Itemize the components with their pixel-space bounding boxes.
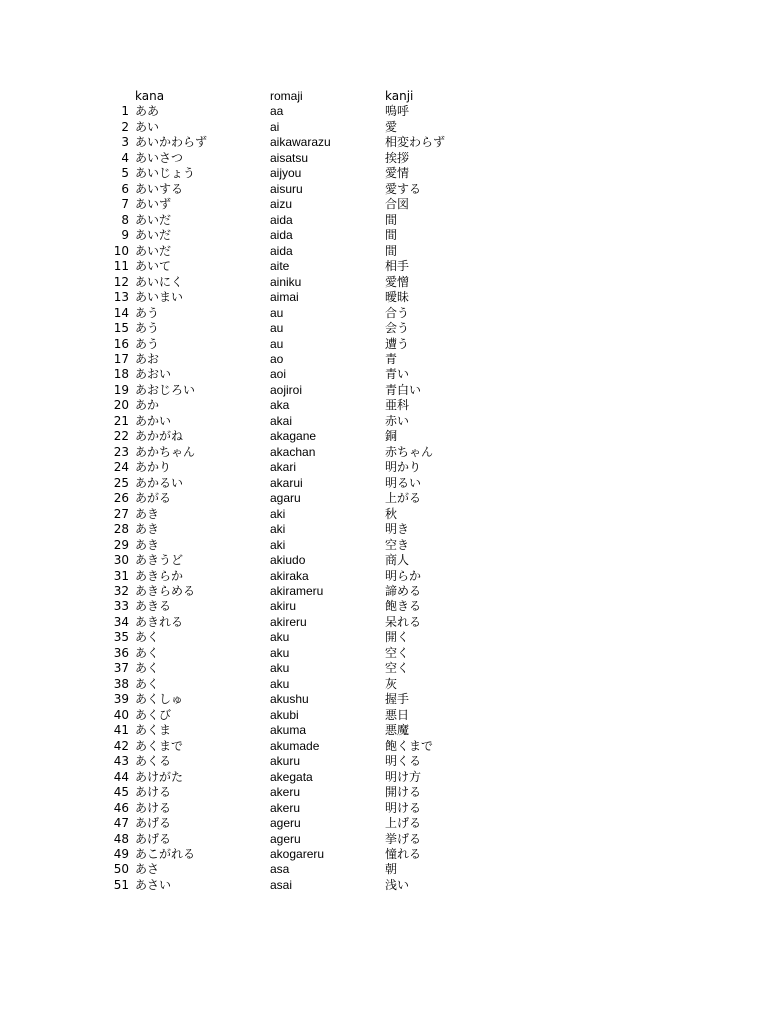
romaji-cell: akumade bbox=[270, 738, 320, 753]
kana-cell: あける bbox=[135, 785, 172, 800]
romaji-cell: akirameru bbox=[270, 584, 324, 598]
romaji-cell: ageru bbox=[270, 831, 301, 846]
kana-cell: あくる bbox=[135, 754, 172, 769]
kana-cell: あきれる bbox=[135, 614, 184, 629]
romaji-cell: aku bbox=[270, 630, 290, 645]
romaji-cell: aa bbox=[270, 104, 284, 119]
table-row bbox=[0, 615, 768, 630]
table-row bbox=[0, 584, 768, 599]
table-row bbox=[0, 599, 768, 614]
kana-cell: あくび bbox=[135, 707, 172, 722]
kanji-cell: 空く bbox=[385, 661, 410, 676]
kanji-cell: 青い bbox=[385, 367, 410, 382]
romaji-cell: akogareru bbox=[270, 846, 325, 861]
row-number: 39 bbox=[113, 692, 129, 707]
romaji-cell: akari bbox=[270, 460, 297, 475]
row-number: 22 bbox=[113, 429, 129, 444]
kanji-cell: 会う bbox=[385, 321, 410, 336]
row-number: 19 bbox=[113, 382, 129, 397]
table-body bbox=[0, 104, 768, 893]
kana-cell: あける bbox=[135, 800, 172, 815]
romaji-cell: aki bbox=[270, 506, 286, 521]
kana-cell: あいする bbox=[135, 181, 184, 196]
table-row bbox=[0, 832, 768, 847]
row-number: 13 bbox=[113, 290, 129, 305]
row-number: 3 bbox=[121, 135, 129, 150]
kana-cell: あお bbox=[135, 351, 160, 366]
kana-cell: あきらめる bbox=[135, 584, 196, 598]
romaji-cell: aku bbox=[270, 645, 290, 660]
row-number: 47 bbox=[113, 816, 129, 831]
kanji-cell: 曖昧 bbox=[385, 290, 410, 305]
row-number: 20 bbox=[113, 398, 129, 413]
row-number: 46 bbox=[113, 800, 129, 815]
romaji-cell: au bbox=[270, 305, 284, 320]
kana-cell: あがる bbox=[135, 491, 172, 506]
row-number: 18 bbox=[113, 367, 129, 382]
row-number: 2 bbox=[121, 119, 129, 134]
row-number: 8 bbox=[121, 212, 129, 227]
romaji-cell: ainiku bbox=[270, 274, 302, 289]
table-row bbox=[0, 785, 768, 800]
table-row bbox=[0, 228, 768, 243]
table-row bbox=[0, 460, 768, 475]
table-row bbox=[0, 491, 768, 506]
kana-cell: あくま bbox=[135, 723, 172, 738]
table-row bbox=[0, 847, 768, 862]
kana-cell: あかがね bbox=[135, 429, 184, 444]
romaji-cell: aku bbox=[270, 661, 290, 676]
table-row bbox=[0, 383, 768, 398]
kanji-cell: 諦める bbox=[385, 584, 422, 598]
row-number: 27 bbox=[113, 506, 129, 521]
table-row bbox=[0, 708, 768, 723]
kana-cell: あいじょう bbox=[135, 166, 196, 181]
kana-cell: あかちゃん bbox=[135, 444, 196, 459]
kana-cell: あき bbox=[135, 537, 160, 552]
romaji-cell: aida bbox=[270, 228, 293, 243]
kana-cell: あきる bbox=[135, 599, 172, 614]
kanji-cell: 灰 bbox=[385, 676, 398, 691]
table-row bbox=[0, 661, 768, 676]
kanji-cell: 悪魔 bbox=[385, 723, 410, 738]
table-row bbox=[0, 166, 768, 181]
kana-cell: あおじろい bbox=[135, 382, 196, 397]
romaji-cell: agaru bbox=[270, 491, 301, 506]
kanji-cell: 飽くまで bbox=[385, 738, 434, 753]
row-number: 33 bbox=[113, 599, 129, 614]
kana-cell: あき bbox=[135, 522, 160, 537]
row-number: 4 bbox=[121, 150, 129, 165]
row-number: 28 bbox=[113, 522, 129, 537]
kanji-cell: 開ける bbox=[385, 785, 422, 800]
row-number: 9 bbox=[121, 228, 129, 243]
row-number: 40 bbox=[113, 707, 129, 722]
row-number: 38 bbox=[113, 676, 129, 691]
kana-cell: あいず bbox=[135, 197, 172, 212]
romaji-column-header: romaji bbox=[270, 89, 303, 103]
romaji-cell: akuma bbox=[270, 723, 307, 738]
kana-cell: あう bbox=[135, 321, 160, 336]
row-number: 32 bbox=[113, 584, 129, 598]
table-row bbox=[0, 367, 768, 382]
kana-cell: あいまい bbox=[135, 290, 184, 305]
row-number: 14 bbox=[113, 305, 129, 320]
kanji-cell: 亜科 bbox=[385, 398, 410, 413]
table-row bbox=[0, 259, 768, 274]
row-number: 48 bbox=[113, 831, 129, 846]
romaji-cell: aki bbox=[270, 537, 286, 552]
kana-cell: あこがれる bbox=[135, 846, 196, 861]
kana-cell: あさ bbox=[135, 862, 160, 877]
row-number: 7 bbox=[121, 197, 129, 212]
kanji-cell: 空く bbox=[385, 645, 410, 660]
kanji-cell: 憧れる bbox=[385, 846, 422, 861]
kanji-cell: 相手 bbox=[385, 259, 410, 274]
table-row bbox=[0, 120, 768, 135]
romaji-cell: aku bbox=[270, 676, 290, 691]
romaji-cell: aisatsu bbox=[270, 150, 309, 165]
romaji-cell: ageru bbox=[270, 816, 301, 831]
vocabulary-table bbox=[0, 89, 768, 893]
kanji-cell: 間 bbox=[385, 212, 398, 227]
kanji-cell: 合う bbox=[385, 305, 410, 320]
row-number: 49 bbox=[113, 846, 129, 861]
kana-cell: あいだ bbox=[135, 243, 172, 258]
row-number: 50 bbox=[113, 862, 129, 877]
row-number: 26 bbox=[113, 491, 129, 506]
romaji-cell: aizu bbox=[270, 197, 293, 212]
romaji-cell: akubi bbox=[270, 707, 299, 722]
table-row bbox=[0, 677, 768, 692]
kanji-cell: 銅 bbox=[385, 429, 398, 444]
kanji-cell: 明くる bbox=[385, 754, 422, 769]
kanji-cell: 合図 bbox=[385, 197, 410, 212]
table-row bbox=[0, 352, 768, 367]
row-number: 43 bbox=[113, 754, 129, 769]
kanji-cell: 相変わらず bbox=[385, 135, 446, 150]
romaji-cell: akachan bbox=[270, 444, 316, 459]
romaji-cell: aida bbox=[270, 212, 293, 227]
table-row bbox=[0, 197, 768, 212]
table-row bbox=[0, 337, 768, 352]
romaji-cell: aka bbox=[270, 398, 290, 413]
kanji-cell: 愛する bbox=[385, 181, 422, 196]
kanji-cell: 赤ちゃん bbox=[385, 444, 434, 459]
kanji-cell: 愛 bbox=[385, 119, 398, 134]
row-number: 31 bbox=[113, 568, 129, 583]
kana-cell: あげる bbox=[135, 831, 172, 846]
row-number: 24 bbox=[113, 460, 129, 475]
row-number: 16 bbox=[113, 336, 129, 351]
table-row bbox=[0, 538, 768, 553]
row-number: 51 bbox=[113, 877, 129, 892]
kana-cell: あきうど bbox=[135, 553, 184, 568]
table-row bbox=[0, 414, 768, 429]
row-number: 36 bbox=[113, 645, 129, 660]
row-number: 44 bbox=[113, 769, 129, 784]
row-number: 35 bbox=[113, 630, 129, 645]
kanji-cell: 明き bbox=[385, 522, 410, 537]
row-number: 15 bbox=[113, 321, 129, 336]
table-row bbox=[0, 522, 768, 537]
kana-cell: あいさつ bbox=[135, 150, 184, 165]
kana-cell: あう bbox=[135, 336, 160, 351]
kana-cell: あかい bbox=[135, 413, 172, 428]
romaji-cell: aida bbox=[270, 243, 293, 258]
row-number: 5 bbox=[121, 166, 129, 181]
romaji-cell: aoi bbox=[270, 367, 287, 382]
kana-cell: あけがた bbox=[135, 769, 184, 784]
kanji-cell: 握手 bbox=[385, 692, 410, 707]
kanji-cell: 赤い bbox=[385, 413, 410, 428]
table-row bbox=[0, 862, 768, 877]
table-row bbox=[0, 306, 768, 321]
row-number: 1 bbox=[121, 104, 129, 119]
kanji-cell: 開く bbox=[385, 630, 410, 645]
kana-cell: あく bbox=[135, 630, 160, 645]
row-number: 21 bbox=[113, 413, 129, 428]
romaji-cell: aikawarazu bbox=[270, 135, 331, 150]
table-row bbox=[0, 104, 768, 119]
romaji-cell: ao bbox=[270, 351, 284, 366]
kana-cell: あく bbox=[135, 661, 160, 676]
kanji-cell: 明らか bbox=[385, 568, 422, 583]
romaji-cell: akeru bbox=[270, 800, 301, 815]
kanji-cell: 浅い bbox=[385, 877, 410, 892]
row-number: 34 bbox=[113, 614, 129, 629]
table-row bbox=[0, 135, 768, 150]
kana-cell: あいだ bbox=[135, 228, 172, 243]
kanji-cell: 上げる bbox=[385, 816, 422, 831]
kanji-cell: 飽きる bbox=[385, 599, 422, 614]
table-row bbox=[0, 630, 768, 645]
table-row bbox=[0, 816, 768, 831]
row-number: 29 bbox=[113, 537, 129, 552]
kana-cell: あく bbox=[135, 645, 160, 660]
kanji-cell: 上がる bbox=[385, 491, 422, 506]
romaji-cell: aisuru bbox=[270, 181, 303, 196]
table-row bbox=[0, 275, 768, 290]
kanji-cell: 明るい bbox=[385, 475, 422, 490]
kanji-cell: 青 bbox=[385, 351, 398, 366]
romaji-cell: akuru bbox=[270, 754, 301, 769]
kanji-cell: 悪日 bbox=[385, 707, 410, 722]
kanji-cell: 愛憎 bbox=[385, 274, 410, 289]
table-row bbox=[0, 507, 768, 522]
romaji-cell: aimai bbox=[270, 290, 299, 305]
table-row bbox=[0, 646, 768, 661]
row-number: 11 bbox=[113, 259, 129, 274]
kana-cell: あい bbox=[135, 119, 160, 134]
romaji-cell: akushu bbox=[270, 692, 309, 707]
kana-cell: あかり bbox=[135, 460, 172, 475]
row-number: 45 bbox=[113, 785, 129, 800]
table-row bbox=[0, 801, 768, 816]
kanji-cell: 間 bbox=[385, 243, 398, 258]
row-number: 23 bbox=[113, 444, 129, 459]
table-row bbox=[0, 878, 768, 893]
table-row bbox=[0, 244, 768, 259]
kanji-cell: 朝 bbox=[385, 862, 398, 877]
romaji-cell: akiudo bbox=[270, 553, 306, 568]
romaji-cell: akai bbox=[270, 413, 293, 428]
table-row bbox=[0, 429, 768, 444]
table-row bbox=[0, 445, 768, 460]
row-number: 12 bbox=[113, 274, 129, 289]
kanji-cell: 挙げる bbox=[385, 831, 422, 846]
kanji-column-header: kanji bbox=[385, 89, 414, 103]
row-number: 25 bbox=[113, 475, 129, 490]
table-row bbox=[0, 553, 768, 568]
romaji-cell: asa bbox=[270, 862, 290, 877]
kana-cell: あき bbox=[135, 506, 160, 521]
kana-cell: あきらか bbox=[135, 568, 184, 583]
romaji-cell: akiru bbox=[270, 599, 297, 614]
romaji-cell: akegata bbox=[270, 769, 313, 784]
kana-cell: あげる bbox=[135, 816, 172, 831]
row-number: 37 bbox=[113, 661, 129, 676]
romaji-cell: au bbox=[270, 321, 284, 336]
romaji-cell: akireru bbox=[270, 614, 307, 629]
kana-cell: あいだ bbox=[135, 212, 172, 227]
romaji-cell: ai bbox=[270, 119, 280, 134]
kanji-cell: 明け方 bbox=[385, 769, 422, 784]
table-row bbox=[0, 569, 768, 584]
table-row bbox=[0, 723, 768, 738]
kanji-cell: 空き bbox=[385, 537, 410, 552]
row-number: 17 bbox=[113, 351, 129, 366]
table-row bbox=[0, 182, 768, 197]
romaji-cell: akagane bbox=[270, 429, 317, 444]
romaji-cell: akiraka bbox=[270, 568, 309, 583]
kanji-cell: 挨拶 bbox=[385, 150, 410, 165]
kanji-cell: 青白い bbox=[385, 382, 422, 397]
kanji-cell: 呆れる bbox=[385, 614, 422, 629]
kanji-cell: 嗚呼 bbox=[385, 104, 410, 119]
kanji-cell: 秋 bbox=[385, 506, 398, 521]
kana-cell: あいかわらず bbox=[135, 135, 208, 150]
table-row bbox=[0, 770, 768, 785]
kana-cell: あう bbox=[135, 305, 160, 320]
romaji-cell: akarui bbox=[270, 475, 303, 490]
romaji-cell: aki bbox=[270, 522, 286, 537]
kana-cell: あいにく bbox=[135, 274, 184, 289]
kana-cell: あか bbox=[135, 398, 160, 413]
romaji-cell: akeru bbox=[270, 785, 301, 800]
table-row bbox=[0, 213, 768, 228]
table-row bbox=[0, 754, 768, 769]
table-row bbox=[0, 476, 768, 491]
romaji-cell: asai bbox=[270, 877, 293, 892]
romaji-cell: au bbox=[270, 336, 284, 351]
kanji-cell: 明かり bbox=[385, 460, 422, 475]
table-row bbox=[0, 398, 768, 413]
kana-cell: あおい bbox=[135, 367, 172, 382]
kana-cell: ああ bbox=[135, 104, 160, 119]
row-number: 10 bbox=[113, 243, 129, 258]
row-number: 41 bbox=[113, 723, 129, 738]
row-number: 6 bbox=[121, 181, 129, 196]
kanji-cell: 愛情 bbox=[385, 166, 410, 181]
kanji-cell: 商人 bbox=[385, 553, 410, 568]
kana-cell: あくまで bbox=[135, 738, 184, 753]
kana-cell: あかるい bbox=[135, 475, 184, 490]
romaji-cell: aojiroi bbox=[270, 382, 303, 397]
kana-cell: あさい bbox=[135, 877, 172, 892]
table-row bbox=[0, 739, 768, 754]
kanji-cell: 間 bbox=[385, 228, 398, 243]
kana-cell: あいて bbox=[135, 259, 172, 274]
kanji-cell: 明ける bbox=[385, 800, 422, 815]
table-row bbox=[0, 692, 768, 707]
kana-column-header: kana bbox=[135, 89, 165, 103]
kana-cell: あく bbox=[135, 676, 160, 691]
table-row bbox=[0, 151, 768, 166]
romaji-cell: aijyou bbox=[270, 166, 302, 181]
romaji-cell: aite bbox=[270, 259, 290, 274]
kanji-cell: 遭う bbox=[385, 336, 410, 351]
row-number: 30 bbox=[113, 553, 129, 568]
table-row bbox=[0, 321, 768, 336]
row-number: 42 bbox=[113, 738, 129, 753]
table-header bbox=[0, 89, 768, 104]
kana-cell: あくしゅ bbox=[135, 692, 184, 707]
table-row bbox=[0, 290, 768, 305]
